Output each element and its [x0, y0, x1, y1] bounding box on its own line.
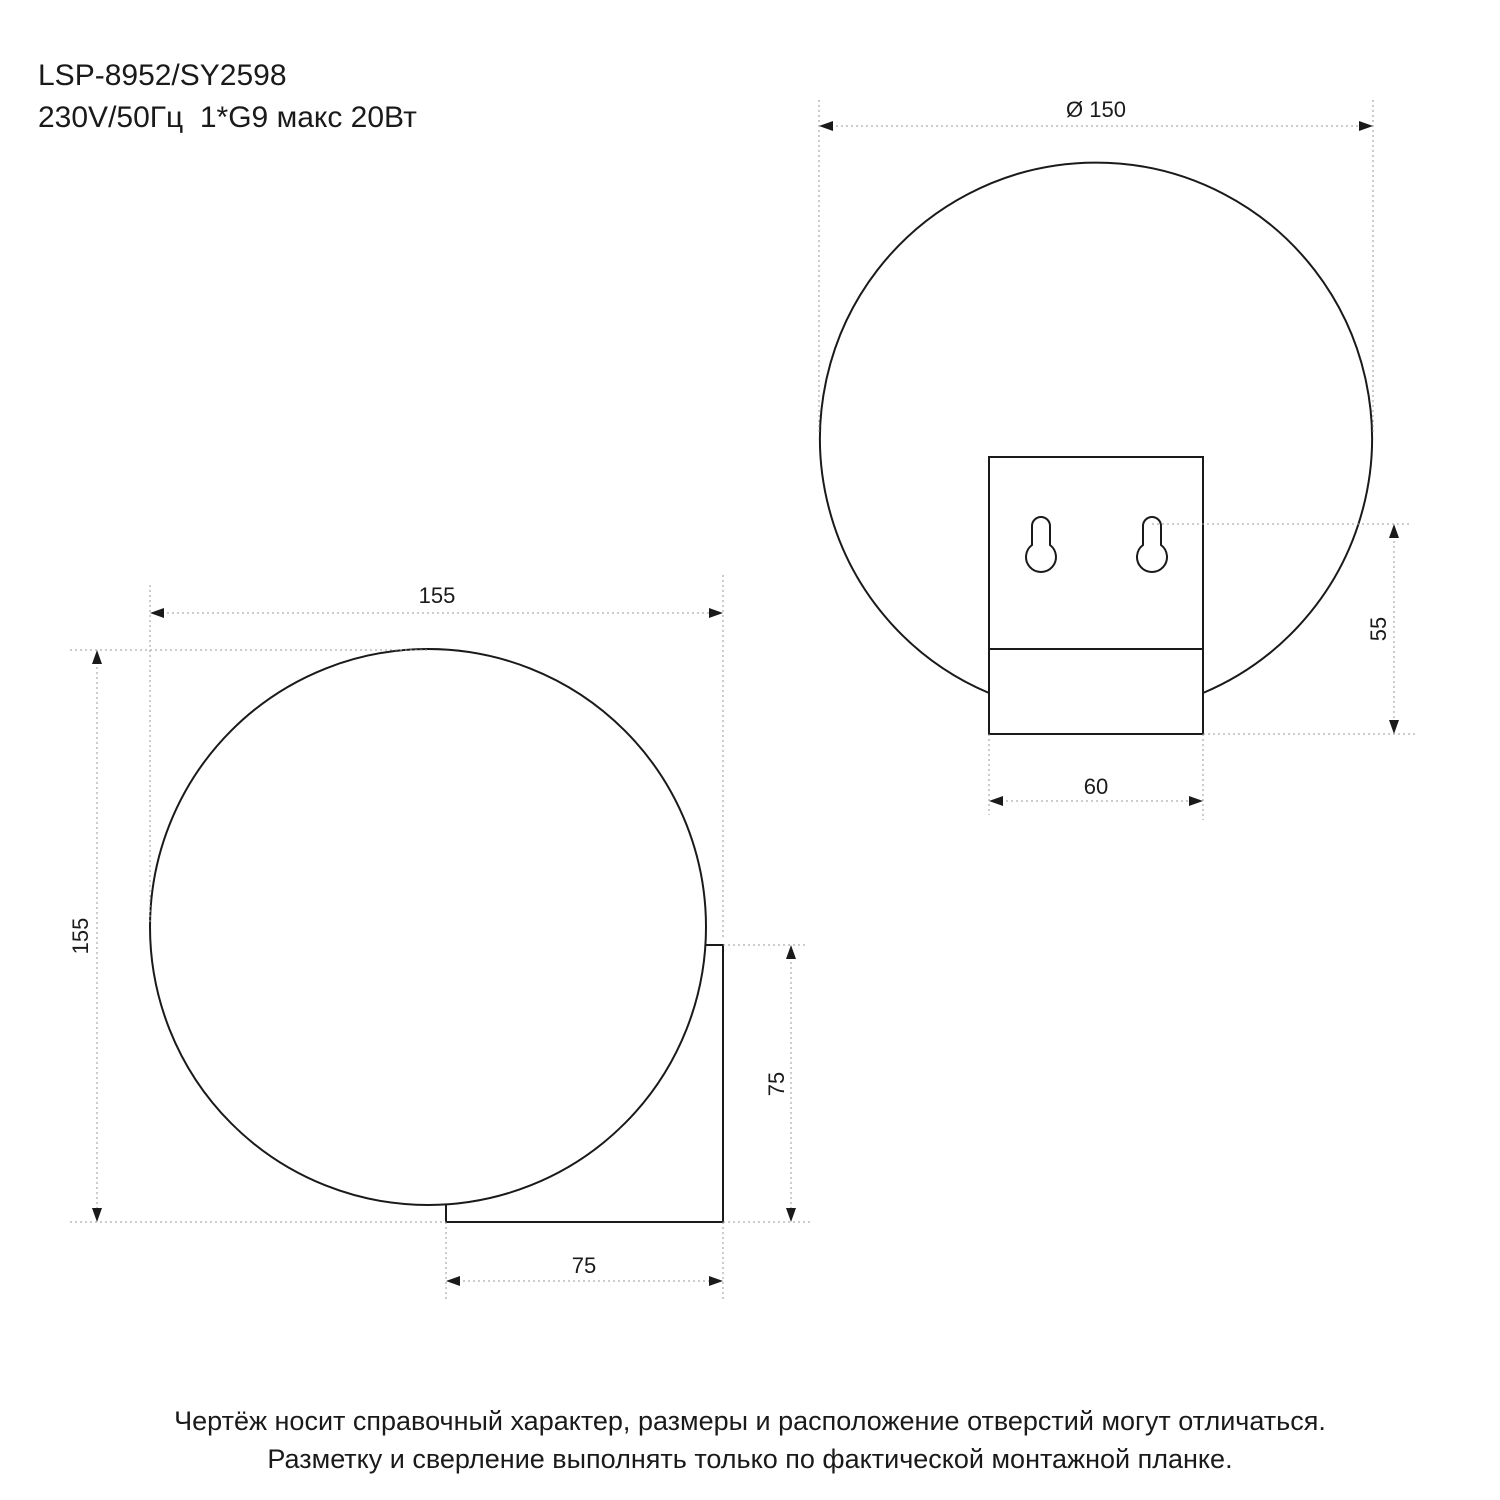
dim-label-base-height: 75 [764, 1071, 789, 1097]
dim-hole-offset [1366, 524, 1399, 734]
electrical-specs: 230V/50Гц 1*G9 макс 20Вт [38, 101, 417, 134]
side-sphere [150, 649, 706, 1205]
mounting-plate [989, 457, 1203, 734]
front-view [819, 97, 1418, 820]
dim-plate-width [989, 774, 1203, 806]
side-view [68, 575, 810, 1302]
keyhole-icon [1137, 517, 1167, 572]
dim-label-side-height: 155 [68, 917, 93, 955]
dim-base-height [764, 945, 796, 1222]
keyhole-icon [1026, 517, 1056, 572]
dim-label-plate-width: 60 [1083, 774, 1109, 799]
front-disc [820, 163, 1372, 693]
disclaimer-line-2: Разметку и сверление выполнять только по фактической монтажной планке. [267, 1444, 1233, 1474]
dim-label-hole-offset: 55 [1366, 616, 1391, 642]
dim-label-front-diameter: Ø 150 [1066, 97, 1126, 122]
model-number: LSP-8952/SY2598 [38, 59, 287, 92]
dim-base-depth [446, 1253, 723, 1286]
dim-side-width [150, 583, 723, 618]
dim-label-side-width: 155 [418, 583, 456, 608]
side-base [446, 945, 723, 1222]
dim-label-base-depth: 75 [571, 1253, 597, 1278]
disclaimer-note [0, 1402, 1500, 1478]
dim-front-diameter [819, 97, 1373, 131]
disclaimer-line-1: Чертёж носит справочный характер, размеры и расположение отверстий могут отличаться. [174, 1406, 1326, 1436]
dim-side-height [68, 650, 102, 1222]
